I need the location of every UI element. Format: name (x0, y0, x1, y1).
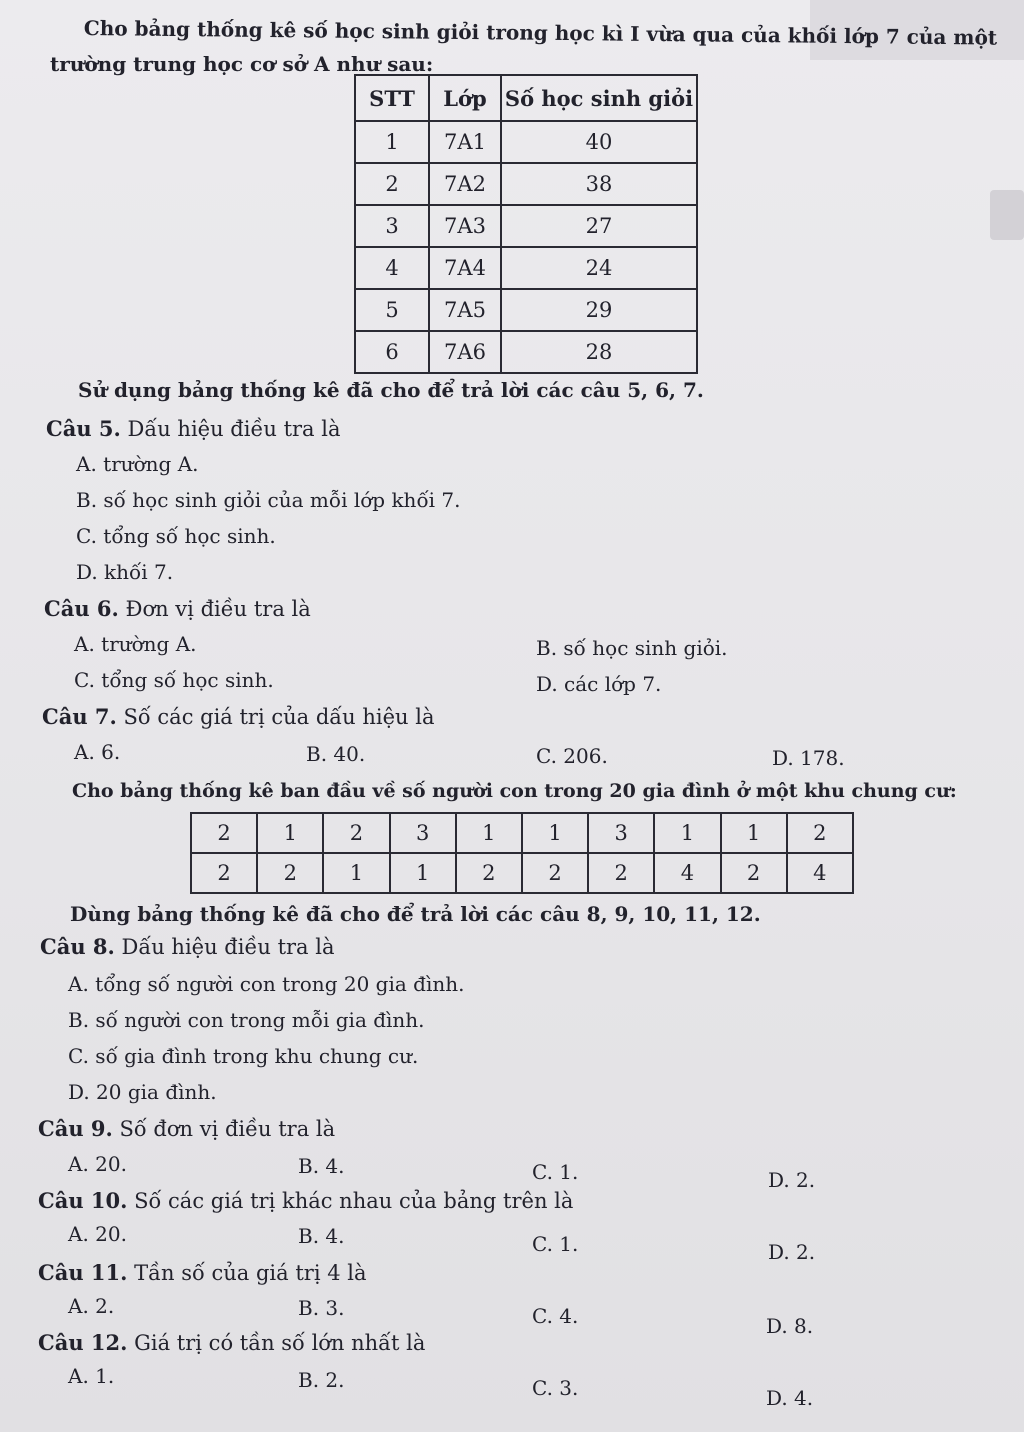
table-cell: 6 (355, 331, 429, 373)
table-cell: 4 (787, 853, 853, 893)
intro-line-2: trường trung học cơ sở A như sau: (50, 52, 434, 76)
question-label: Câu 12. (38, 1330, 128, 1355)
question-text: Số các giá trị khác nhau của bảng trên là (134, 1189, 574, 1213)
q8-option-a: A. tổng số người con trong 20 gia đình. (68, 972, 465, 996)
q7-option-a: A. 6. (74, 740, 121, 764)
question-7 (42, 704, 434, 729)
table-cell: 2 (787, 813, 853, 853)
table-cell: 3 (588, 813, 654, 853)
q6-option-a: A. trường A. (74, 632, 197, 656)
stats-table (354, 74, 698, 374)
q10-option-c: C. 1. (532, 1232, 579, 1256)
table-cell: 1 (257, 813, 323, 853)
table-row (191, 813, 853, 853)
table-cell: 2 (588, 853, 654, 893)
table-row (355, 121, 697, 163)
q6-option-c: C. tổng số học sinh. (74, 668, 274, 692)
children-table (190, 812, 854, 894)
q11-option-c: C. 4. (532, 1304, 579, 1328)
question-text: Số đơn vị điều tra là (119, 1117, 336, 1141)
use-table-instruction-1: Sử dụng bảng thống kê đã cho để trả lời các câu 5, 6, 7. (78, 378, 704, 402)
table-cell: 38 (501, 163, 697, 205)
q5-option-d: D. khối 7. (76, 560, 174, 584)
table-cell: 2 (721, 853, 787, 893)
table-cell: 2 (355, 163, 429, 205)
table-cell: 1 (390, 853, 456, 893)
table-row (191, 853, 853, 893)
table-cell: 24 (501, 247, 697, 289)
table-cell: 40 (501, 121, 697, 163)
q9-option-d: D. 2. (768, 1168, 816, 1192)
question-5 (46, 416, 340, 441)
q9-option-b: B. 4. (298, 1154, 345, 1178)
table-cell: 1 (456, 813, 522, 853)
question-6 (44, 596, 311, 621)
q9-option-c: C. 1. (532, 1160, 579, 1184)
q7-option-d: D. 178. (772, 746, 845, 770)
table-cell: 28 (501, 331, 697, 373)
q11-option-d: D. 8. (766, 1314, 814, 1338)
table-cell: 1 (654, 813, 720, 853)
q8-option-c: C. số gia đình trong khu chung cư. (68, 1044, 419, 1068)
table-cell: 2 (456, 853, 522, 893)
q5-option-c: C. tổng số học sinh. (76, 524, 276, 548)
question-text: Dấu hiệu điều tra là (121, 935, 335, 959)
table-cell: 29 (501, 289, 697, 331)
q6-option-d: D. các lớp 7. (536, 672, 662, 696)
table-cell: 4 (654, 853, 720, 893)
q6-option-b: B. số học sinh giỏi. (536, 636, 728, 660)
question-text: Tần số của giá trị 4 là (134, 1261, 367, 1285)
q11-option-a: A. 2. (68, 1294, 115, 1318)
table-cell: 3 (355, 205, 429, 247)
table-cell: 7A6 (429, 331, 501, 373)
question-10 (38, 1188, 573, 1213)
q12-option-d: D. 4. (766, 1386, 814, 1410)
q11-option-b: B. 3. (298, 1296, 345, 1320)
question-label: Câu 6. (44, 596, 119, 621)
table-cell: 7A1 (429, 121, 501, 163)
table-cell: 1 (323, 853, 389, 893)
question-label: Câu 7. (42, 704, 117, 729)
table-cell: 1 (721, 813, 787, 853)
question-9 (38, 1116, 335, 1141)
table-cell: 2 (257, 853, 323, 893)
q12-option-b: B. 2. (298, 1368, 345, 1392)
q10-option-a: A. 20. (68, 1222, 127, 1246)
table-cell: 2 (522, 853, 588, 893)
question-label: Câu 9. (38, 1116, 113, 1141)
use-table-instruction-2: Dùng bảng thống kê đã cho để trả lời các câu 8, 9, 10, 11, 12. (70, 902, 761, 926)
table-cell: 2 (191, 853, 257, 893)
table-cell: 2 (323, 813, 389, 853)
q7-option-b: B. 40. (306, 742, 366, 766)
table-cell: 1 (522, 813, 588, 853)
question-text: Giá trị có tần số lớn nhất là (134, 1331, 426, 1355)
table-row (355, 247, 697, 289)
question-text: Số các giá trị của dấu hiệu là (123, 705, 435, 729)
stats-header-count: Số học sinh giỏi (501, 75, 697, 121)
intro-2: Cho bảng thống kê ban đầu về số người con trong 20 gia đình ở một khu chung cư: (72, 780, 957, 802)
question-label: Câu 11. (38, 1260, 128, 1285)
question-8 (40, 934, 334, 959)
question-label: Câu 8. (40, 934, 115, 959)
table-cell: 7A5 (429, 289, 501, 331)
question-11 (38, 1260, 366, 1285)
stats-header-class: Lớp (429, 75, 501, 121)
q12-option-a: A. 1. (68, 1364, 115, 1388)
q5-option-b: B. số học sinh giỏi của mỗi lớp khối 7. (76, 488, 461, 512)
q8-option-d: D. 20 gia đình. (68, 1080, 217, 1104)
intro-line-1: Cho bảng thống kê số học sinh giỏi trong học kì I vừa qua của khối lớp 7 của một (83, 16, 998, 50)
table-row (355, 331, 697, 373)
table-row (355, 289, 697, 331)
question-text: Đơn vị điều tra là (125, 597, 311, 621)
table-cell: 3 (390, 813, 456, 853)
q12-option-c: C. 3. (532, 1376, 579, 1400)
question-label: Câu 10. (38, 1188, 128, 1213)
stats-header-stt: STT (355, 75, 429, 121)
table-cell: 4 (355, 247, 429, 289)
table-cell: 2 (191, 813, 257, 853)
q5-option-a: A. trường A. (76, 452, 199, 476)
table-cell: 5 (355, 289, 429, 331)
question-label: Câu 5. (46, 416, 121, 441)
q9-option-a: A. 20. (68, 1152, 127, 1176)
q10-option-d: D. 2. (768, 1240, 816, 1264)
table-cell: 27 (501, 205, 697, 247)
q10-option-b: B. 4. (298, 1224, 345, 1248)
q8-option-b: B. số người con trong mỗi gia đình. (68, 1008, 425, 1032)
table-row (355, 205, 697, 247)
question-text: Dấu hiệu điều tra là (127, 417, 341, 441)
q7-option-c: C. 206. (536, 744, 608, 768)
bleed-through-shade-2 (990, 190, 1024, 240)
table-cell: 7A4 (429, 247, 501, 289)
stats-table-header-row (355, 75, 697, 121)
table-cell: 1 (355, 121, 429, 163)
question-12 (38, 1330, 425, 1355)
table-row (355, 163, 697, 205)
table-cell: 7A3 (429, 205, 501, 247)
table-cell: 7A2 (429, 163, 501, 205)
